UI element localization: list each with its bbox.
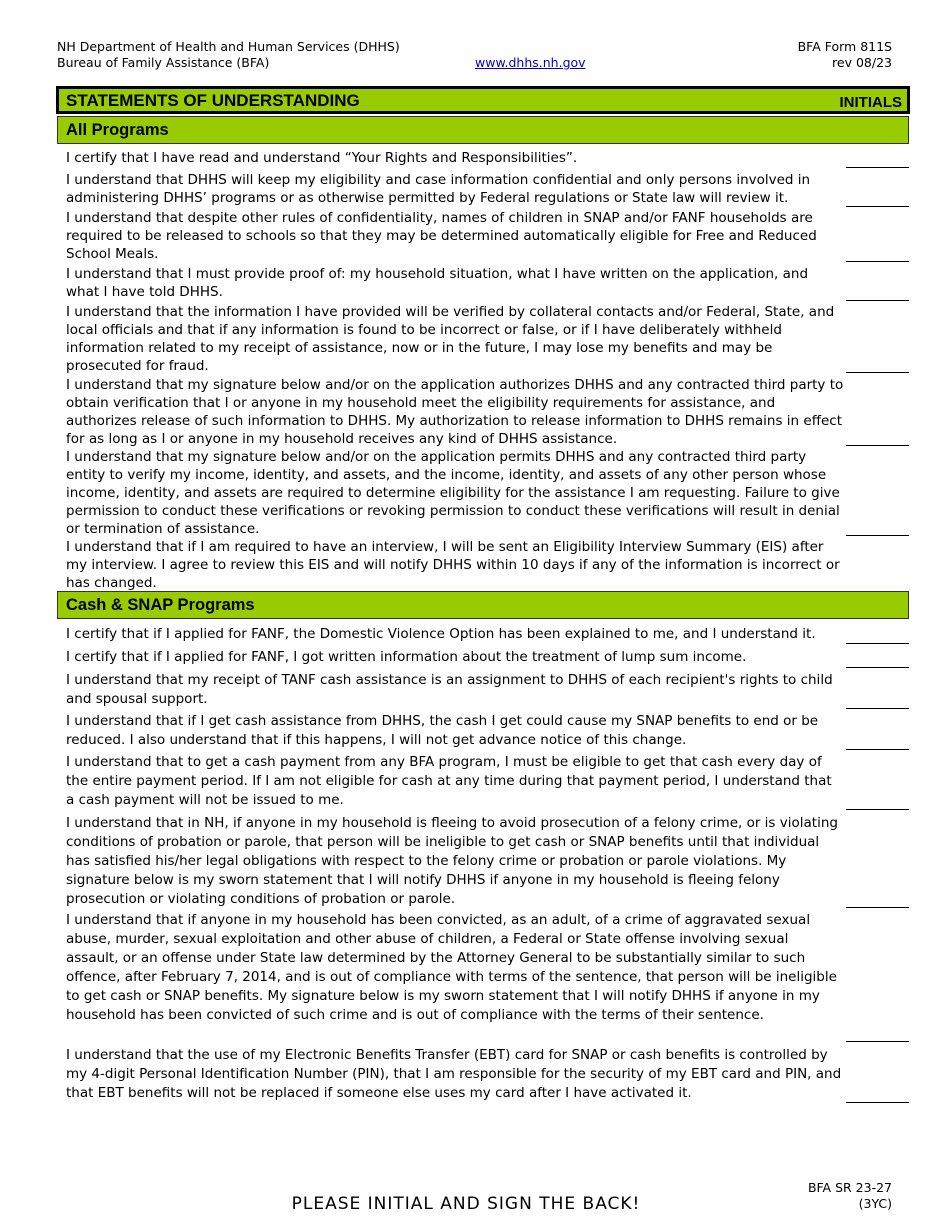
- initials-field[interactable]: [846, 708, 909, 709]
- form-revision: rev 08/23: [832, 55, 892, 70]
- initials-field[interactable]: [846, 1041, 909, 1042]
- footer-code-line: BFA SR 23-27: [807, 1180, 892, 1195]
- footer-code-sub: (3YC): [858, 1196, 892, 1211]
- initials-field[interactable]: [846, 261, 909, 262]
- statement-item: I understand that the use of my Electronic Benefits Transfer (EBT) card for SNAP or cash benefits is controlled by my 4-digit Personal Identification Number (PIN), that I am responsible for the security of my EBT card and PIN, and that EBT benefits will not be replaced if someone else uses my card after I have activated it.: [66, 1047, 842, 1101]
- statement-item: I understand that my receipt of TANF cash assistance is an assignment to DHHS of each recipient's rights to child and spousal support.: [66, 672, 833, 707]
- statement-item: I understand that DHHS will keep my eligibility and case information confidential and only persons involved in administering DHHS’ programs or as otherwise permitted by Federal regulations or State law will review it.: [66, 172, 811, 206]
- statement-item: I certify that I have read and understand “Your Rights and Responsibilities”.: [66, 150, 578, 166]
- website-link[interactable]: www.dhhs.nh.gov: [475, 55, 586, 70]
- initials-field[interactable]: [846, 643, 909, 644]
- bureau-name: Bureau of Family Assistance (BFA): [57, 55, 270, 70]
- statement-item: I understand that if I am required to have an interview, I will be sent an Eligibility Interview Summary (EIS) after my interview. I agree to review this EIS and will notify DHHS within 10 days if any of the information is incorrect or has changed.: [66, 539, 840, 591]
- statement-item: I certify that if I applied for FANF, I got written information about the treatment of lump sum income.: [66, 649, 747, 665]
- footer-instruction: PLEASE INITIAL AND SIGN THE BACK!: [291, 1194, 641, 1214]
- initials-field[interactable]: [846, 667, 909, 668]
- department-name: NH Department of Health and Human Services (DHHS): [57, 39, 400, 54]
- statements-title-bar: [56, 86, 910, 114]
- statement-item: I understand that if anyone in my household has been convicted, as an adult, of a crime of aggravated sexual abuse, murder, sexual exploitation and other abuse of children, a Federal or State offense involving sexual assault, or an offense under State law determined by the Attorney General to be substantially similar to such offence, after February 7, 2014, and is out of compliance with terms of the sentence, that person will be ineligible to get cash or SNAP benefits. My signature below is my sworn statement that I will notify DHHS if anyone in my household has been convicted of such crime and is out of compliance with the terms of their sentence.: [66, 912, 837, 1023]
- agency-header: [57, 39, 400, 71]
- statement-item: I understand that despite other rules of confidentiality, names of children in SNAP and/or FANF households are required to be released to schools so that they may be determined automatically eligible for Free and Reduced School Meals.: [66, 210, 817, 262]
- statement-item: I understand that to get a cash payment from any BFA program, I must be eligible to get that cash every day of the entire payment period. If I am not eligible for cash at any time during that payment period, I understand that a cash payment will not be issued to me.: [66, 754, 832, 808]
- statement-item: I understand that if I get cash assistance from DHHS, the cash I get could cause my SNAP benefits to end or be reduced. I also understand that if this happens, I will not get advance notice of this change.: [66, 713, 819, 748]
- statements-title: STATEMENTS OF UNDERSTANDING: [66, 91, 360, 110]
- statement-item: I understand that the information I have provided will be verified by collateral contacts and/or Federal, State, and local officials and that if any information is found to be incorrect or false, or if I have deliberately withheld information related to my receipt of assistance, now or in the future, I may lose my benefits and may be prosecuted for fraud.: [66, 304, 835, 374]
- initials-field[interactable]: [846, 907, 909, 908]
- initials-field[interactable]: [846, 809, 909, 810]
- form-id-block: [798, 39, 892, 71]
- initials-field[interactable]: [846, 749, 909, 750]
- initials-field[interactable]: [846, 1102, 909, 1103]
- initials-column-label: INITIALS: [839, 94, 902, 111]
- statement-item: I understand that in NH, if anyone in my household is fleeing to avoid prosecution of a felony crime, or is violating conditions of probation or parole, that person will be ineligible to get cash or SNAP benefits until that individual has satisfied his/her legal obligations with respect to the felony crime or probation or parole violations. My signature below is my sworn statement that I will notify DHHS if anyone in my household is fleeing felony prosecution or violating conditions of probation or parole.: [66, 815, 838, 907]
- section-heading-all-programs: All Programs: [57, 116, 909, 144]
- initials-field[interactable]: [846, 535, 909, 536]
- statement-item: I understand that I must provide proof of: my household situation, what I have written on the application, and what I have told DHHS.: [66, 266, 809, 300]
- initials-field[interactable]: [846, 445, 909, 446]
- form-number: BFA Form 811S: [797, 39, 892, 54]
- initials-field[interactable]: [846, 206, 909, 207]
- statement-item: I understand that my signature below and/or on the application authorizes DHHS and any contracted third party to obtain verification that I or anyone in my household meet the eligibility requirements for assistance, and authorizes release of such information to DHHS. My authorization to release information to DHHS remains in effect for as long as I or anyone in my household receives any kind of DHHS assistance.: [66, 377, 844, 447]
- initials-field[interactable]: [846, 167, 909, 168]
- initials-field[interactable]: [846, 300, 909, 301]
- initials-field[interactable]: [846, 372, 909, 373]
- statement-item: I certify that if I applied for FANF, the Domestic Violence Option has been explained to me, and I understand it.: [66, 626, 816, 642]
- statement-item: I understand that my signature below and/or on the application permits DHHS and any contracted third party entity to verify my income, identity, and assets, and the income, identity, and assets of any other person whose income, identity, and assets are required to determine eligibility for the assistance I am requesting. Failure to give permission to conduct these verifications or revoking permission to conduct these verifications will result in denial or termination of assistance.: [66, 449, 840, 537]
- section-heading-cash-snap: Cash & SNAP Programs: [57, 591, 909, 619]
- website-container: [475, 55, 586, 71]
